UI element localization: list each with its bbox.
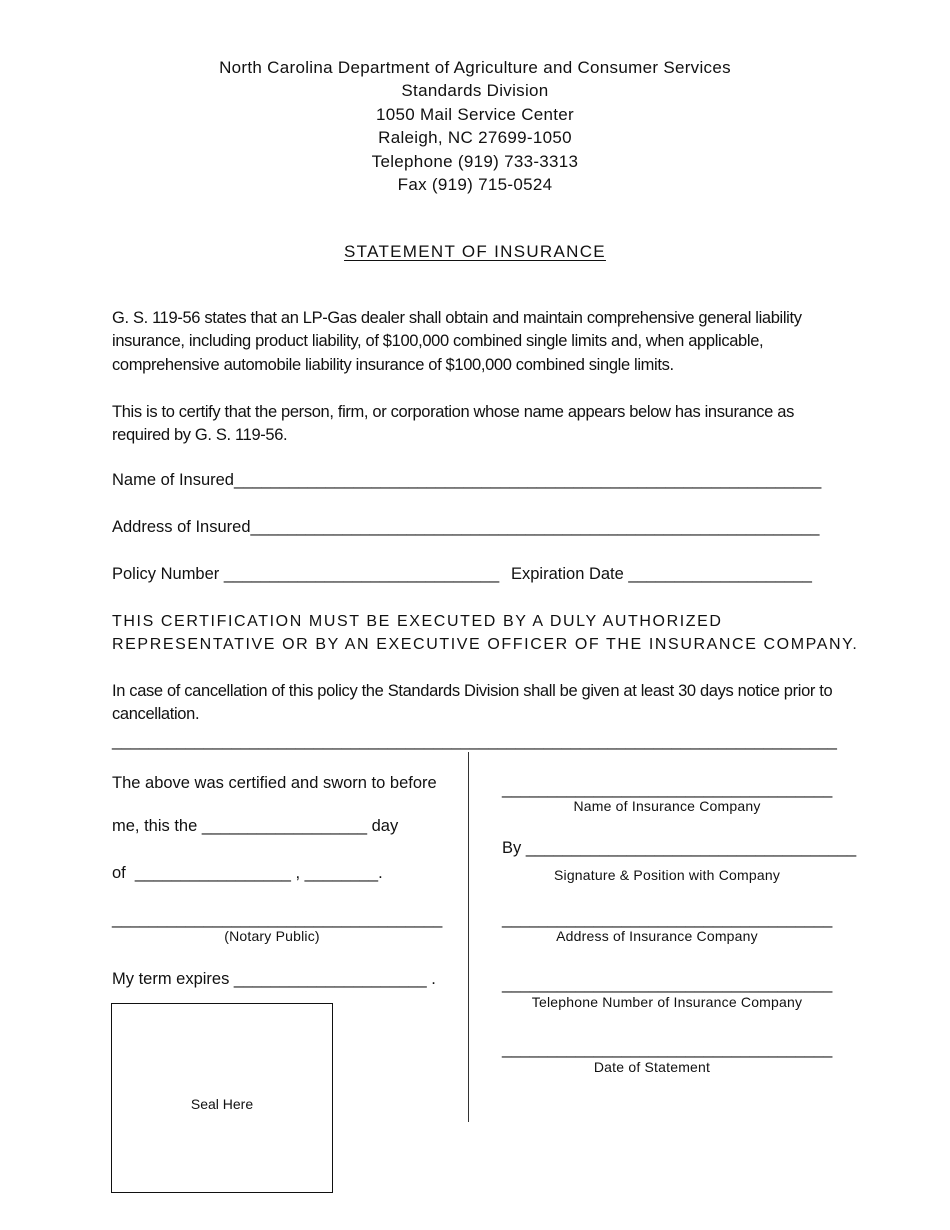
company-address-label: Address of Insurance Company [556, 928, 758, 944]
agency-name: North Carolina Department of Agriculture and Consumer Services [219, 58, 731, 77]
statute-line: G. S. 119-56 states that an LP-Gas dealer shall obtain and maintain comprehensive general liability [112, 309, 802, 327]
page-title: STATEMENT OF INSURANCE [344, 242, 606, 261]
company-telephone-line[interactable]: ____________________________________ [502, 975, 833, 993]
company-telephone-label: Telephone Number of Insurance Company [531, 994, 803, 1010]
name-of-insured-field[interactable]: Name of Insured________________________________________________________________ [112, 471, 822, 489]
statute-line: comprehensive automobile liability insurance of $100,000 combined single limits. [112, 355, 674, 374]
notary-signature-line[interactable]: ____________________________________ [112, 910, 443, 928]
agency-header [0, 56, 950, 196]
address-line: 1050 Mail Service Center [375, 104, 575, 124]
notary-term-expires-field[interactable]: My term expires _____________________ . [112, 970, 436, 988]
statute-line: insurance, including product liability, of $100,000 combined single limits and, when applicable, [112, 332, 764, 351]
expiration-date-field[interactable]: Expiration Date ____________________ [511, 565, 812, 583]
certification-notice: THIS CERTIFICATION MUST BE EXECUTED BY A DULY AUTHORIZED [112, 613, 723, 630]
cancellation-line: cancellation. [112, 705, 200, 724]
company-name-label: Name of Insurance Company [573, 798, 761, 814]
division-name: Standards Division [401, 81, 549, 101]
notary-signature-label: (Notary Public) [224, 928, 320, 944]
statement-date-label: Date of Statement [593, 1059, 711, 1075]
certify-paragraph [112, 401, 842, 448]
certify-line: required by G. S. 119-56. [112, 426, 288, 445]
company-address-line[interactable]: ____________________________________ [502, 910, 833, 928]
notary-month-year-field[interactable]: of _________________ , ________. [112, 864, 383, 882]
column-divider [468, 752, 469, 1122]
address-of-insured-field[interactable]: Address of Insured______________________________________________________________ [112, 518, 820, 536]
city-state-zip: Raleigh, NC 27699-1050 [378, 128, 572, 148]
policy-number-field[interactable]: Policy Number ______________________________ [112, 565, 500, 583]
signature-position-line[interactable]: By ____________________________________ [502, 839, 857, 857]
company-name-line[interactable]: ____________________________________ [502, 780, 833, 798]
telephone: Telephone (919) 733-3313 [371, 151, 579, 171]
notary-sworn-text: The above was certified and sworn to before [112, 774, 437, 792]
signature-position-label: Signature & Position with Company [553, 867, 781, 883]
section-divider: _______________________________________________________________________________ [112, 732, 837, 750]
cancellation-line: In case of cancellation of this policy the Standards Division shall be given at least 30 days notice prior to [112, 682, 833, 700]
statement-date-line[interactable]: ____________________________________ [502, 1040, 833, 1058]
cancellation-paragraph [112, 680, 852, 727]
seal-box [111, 1003, 333, 1193]
seal-label: Seal Here [190, 1096, 254, 1112]
fax: Fax (919) 715-0524 [397, 175, 553, 195]
notary-day-field[interactable]: me, this the __________________ day [112, 817, 399, 835]
statute-paragraph [112, 307, 842, 377]
certify-line: This is to certify that the person, firm, or corporation whose name appears below has insurance as [112, 403, 794, 421]
certification-notice: REPRESENTATIVE OR BY AN EXECUTIVE OFFICER OF THE INSURANCE COMPANY. [112, 636, 859, 653]
